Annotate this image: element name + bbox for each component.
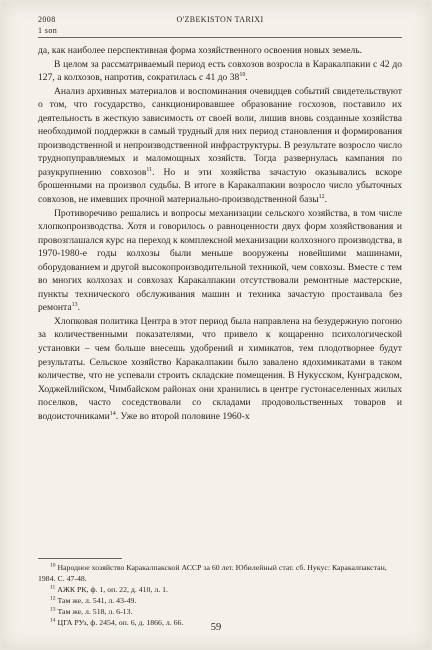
paragraph-text: . xyxy=(245,72,248,84)
header-year: 2008 xyxy=(38,15,56,24)
running-header xyxy=(38,14,402,38)
footnote-number: 10 xyxy=(50,562,56,569)
footnote-ref: 10 xyxy=(239,71,246,78)
footnote-number: 11 xyxy=(50,584,56,591)
paragraph-text: . Уже во второй половине 1960-х xyxy=(115,410,250,422)
footnote-separator xyxy=(38,558,122,559)
footnote-text: Там же, л. 541, л. 43-49. xyxy=(57,595,137,605)
article-body xyxy=(38,44,402,423)
body-paragraph xyxy=(38,58,402,85)
body-paragraph xyxy=(38,85,402,207)
footnote-text: Там же, л. 518, л. 6-13. xyxy=(57,606,133,616)
footnotes xyxy=(38,563,402,628)
paragraph-text: да, как наиболее перспективная форма хозяйственного освоения новых земель. xyxy=(38,45,363,56)
paragraph-text: Хлопковая политика Центра в этот период была направлена на безудержную погоню за количественными показателями, что привело к кощаренно психологической установки – чем больше внесешь удобрений и химикатов, тем плодотворнее будут результаты. Сельское хозяйство Каракалпакии было завалено ядохимикатами в таком количестве, что не успевали строить складские помещения. В Нукусском, Кунградском, Ходжейлийском, Чимбайском районах они хранились в центре густонаселенных жилых поселков, часто соседствовали со складами продовольственных товаров и водоисточниками xyxy=(38,315,402,422)
footnote-ref: 14 xyxy=(109,410,116,417)
paragraph-text: Анализ архивных материалов и воспоминания очевидцев событий свидетельствуют о том, что государство, санкционировавшее образование госхозов, поставило их деятельность в жесткую зависимость от своей воли, лишив вновь созданные хозяйства необходимой поддержки в самый трудный для них период становления и формирования производственной и непроизводственной инфраструктуры. В результате возросло число труднопуправляемых и маломощных хозяйств. Тогда развернулась кампания по разукрупнению совхозов xyxy=(38,85,402,178)
footnote-ref: 11 xyxy=(146,166,153,173)
body-paragraph xyxy=(38,315,402,423)
footnote-number: 13 xyxy=(50,606,56,613)
footnote-number: 14 xyxy=(50,616,56,623)
header-issue: 1 son xyxy=(38,26,58,35)
paragraph-text: Противоречиво решались и вопросы механизации сельского хозяйства, в том числе хлопкопроизводства. Хотя и говорилось о равноценности двух форм хозяйствования и провозглашался курс на переход к комплексной механизации колхозного производства, в 1970-1980-е годы колхозы были меньше вооружены новейшими машинами, оборудованием и другой высокопроизводительной техникой, чем совхозы. Вместе с тем во многих колхозах и совхозах Каракалпакии отсутствовали ремонтные мастерские, пункты технического обслуживания машин и техника зачастую простаивала без ремонта xyxy=(38,207,402,314)
footnote-text: Народное хозяйство Каракалпакской АССР за 60 лет. Юбилейный стат. сб. Нукус: Каракалпакстан, 1984. С. 47-48. xyxy=(38,563,387,583)
footnote-ref: 12 xyxy=(318,193,325,200)
body-paragraph xyxy=(38,44,402,58)
book-page xyxy=(2,2,430,648)
page-number: 59 xyxy=(210,622,222,633)
footnote-number: 12 xyxy=(50,595,56,602)
paragraph-text: . xyxy=(77,302,81,314)
footnote-text: ЦГА РУз, ф. 2454, оп. 6, д. 1866, л. 66. xyxy=(57,617,184,627)
footnote-item xyxy=(38,607,402,618)
body-paragraph xyxy=(38,207,402,315)
footnote-item xyxy=(38,585,402,596)
footnote-ref: 13 xyxy=(71,302,78,309)
header-journal-title: O'ZBEKISTON TARIXI xyxy=(176,15,264,24)
footnote-text: АЖК РК, ф. 1, оп. 22, д. 410, л. 1. xyxy=(57,584,168,594)
footnote-item xyxy=(38,596,402,607)
footnote-item xyxy=(38,563,402,585)
paragraph-text: . xyxy=(324,194,328,206)
paragraph-text: . Но и эти хозяйства зачастую оказывались вскоре брошенными на произвол судьбы. В итоге в Каракалпакии возросло число убыточных совхозов, не имевших прочной материально-производственной базы xyxy=(38,166,402,206)
paragraph-text: В целом за рассматриваемый период есть совхозов возросла в Каракалпакии с 42 до 127, а колхозов, напротив, сократилась с 41 до 38 xyxy=(38,58,402,84)
